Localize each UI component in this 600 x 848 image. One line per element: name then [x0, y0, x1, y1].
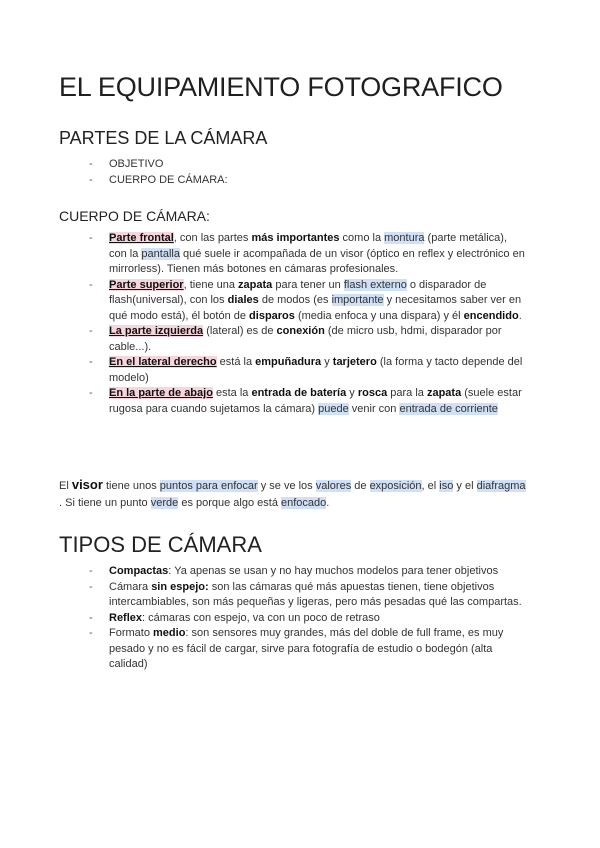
visor-paragraph: El visor tiene unos puntos para enfocar y se ve los valores de exposición, el iso y el diafragma . Si tiene un punto verde es porque algo está enfocado. [59, 477, 526, 509]
list-item: - CUERPO DE CÁMARA: [89, 173, 525, 189]
partes-list [89, 157, 525, 188]
document-title: EL EQUIPAMIENTO FOTOGRAFICO [59, 72, 503, 102]
section-heading-cuerpo: CUERPO DE CÁMARA: [59, 208, 210, 224]
list-item: - Parte frontal, con las partes más importantes como la montura (parte metálica), con la pantalla qué suele ir acompañada de un visor (óptico en reflex y electrónico en mirrorless). Tienen más botones en cámaras profesionales. [89, 231, 525, 278]
list-item: - Compactas: Ya apenas se usan y no hay muchos modelos para tener objetivos [89, 564, 525, 580]
list-item: - Formato medio: son sensores muy grandes, más del doble de full frame, es muy pesado y no es fácil de cargar, sirve para fotografía de estudio o bodegón (alta calidad) [89, 626, 525, 673]
list-item: - Parte superior, tiene una zapata para tener un flash externo o disparador de flash(universal), con los diales de modos (es importante y necesitamos saber ver en qué modo está), él botón de disparos (media enfoca y una dispara) y él encendido. [89, 278, 525, 325]
list-item: - Reflex: cámaras con espejo, va con un poco de retraso [89, 611, 525, 627]
list-item: - En la parte de abajo esta la entrada de batería y rosca para la zapata (suele estar rugosa para cuando sujetamos la cámara) puede venir con entrada de corriente [89, 386, 525, 417]
section-heading-partes: PARTES DE LA CÁMARA [59, 128, 268, 148]
list-item: - La parte izquierda (lateral) es de conexión (de micro usb, hdmi, disparador por cable...). [89, 324, 525, 355]
list-item: - OBJETIVO [89, 157, 525, 173]
tipos-list [89, 564, 525, 673]
list-item: - En el lateral derecho está la empuñadura y tarjetero (la forma y tacto depende del modelo) [89, 355, 525, 386]
cuerpo-list [89, 231, 525, 417]
section-heading-tipos: TIPOS DE CÁMARA [59, 532, 262, 557]
list-item: - Cámara sin espejo: son las cámaras qué más apuestas tienen, tiene objetivos intercambiables, son más pequeñas y ligeras, pero más pesadas qué las compartas. [89, 580, 525, 611]
